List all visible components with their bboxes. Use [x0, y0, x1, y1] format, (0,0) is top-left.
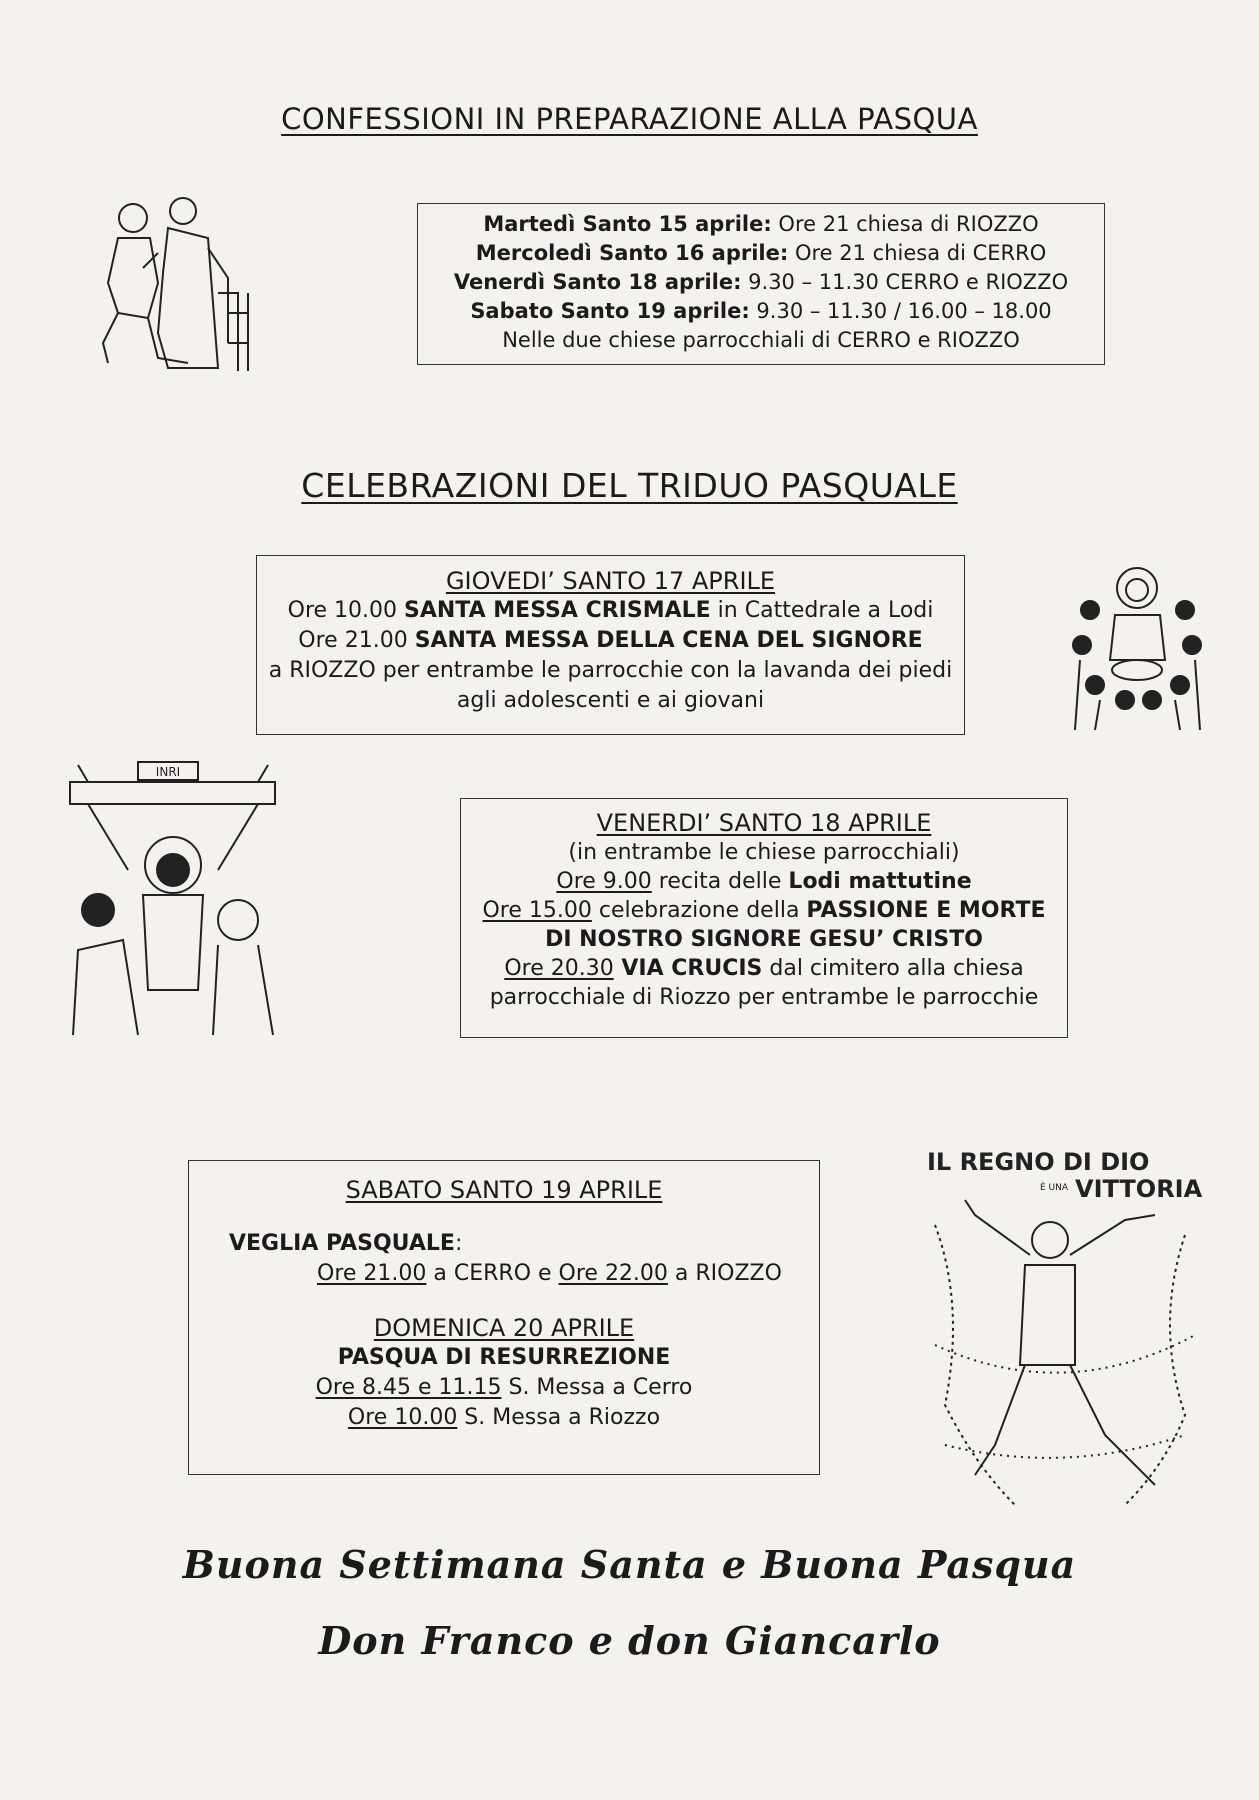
- place-text: a CERRO e: [426, 1261, 559, 1286]
- domenica-line-1: [189, 1373, 819, 1403]
- confession-heading: CONFESSIONI IN PREPARAZIONE ALLA PASQUA: [281, 102, 978, 136]
- priest-head: [170, 198, 196, 224]
- inri-text: INRI: [155, 765, 181, 779]
- domenica-subtitle: PASQUA DI RESURREZIONE: [337, 1345, 671, 1370]
- confession-line: [418, 239, 1104, 268]
- place-text: S. Messa a Riozzo: [457, 1405, 661, 1430]
- last-supper-illustration: [1070, 560, 1205, 730]
- christ-head: [1126, 579, 1148, 601]
- apostle-bodies: [1075, 660, 1200, 730]
- time-text: Ore 15.00: [482, 898, 592, 923]
- penitent-body: [108, 238, 158, 318]
- apostle-head: [1116, 691, 1134, 709]
- raised-arms: [965, 1200, 1155, 1255]
- spacer: [189, 1205, 819, 1229]
- veglia-text: VEGLIA PASQUALE: [229, 1231, 455, 1256]
- confession-time: Ore 21 chiesa di RIOZZO: [771, 212, 1039, 236]
- apostle-head: [1143, 691, 1161, 709]
- closing-signature: Don Franco e don Giancarlo: [318, 1618, 941, 1663]
- time-text: Ore 9.00: [556, 869, 652, 894]
- background-lines: [935, 1335, 1195, 1458]
- table: [1112, 660, 1162, 680]
- confession-line: [418, 268, 1104, 297]
- christ-torso: [143, 895, 203, 990]
- regno-small: È UNA: [1040, 1183, 1069, 1193]
- place-text: a RIOZZO: [667, 1261, 782, 1286]
- time-text: Ore 20.30: [504, 956, 614, 981]
- spacer: [189, 1289, 819, 1313]
- resurrection-illustration: [925, 1145, 1205, 1515]
- giovedi-line-4: agli adolescenti e ai giovani: [456, 688, 765, 713]
- crucifixion-illustration: [68, 760, 283, 1040]
- cross-beam: [70, 782, 275, 804]
- confession-note: Nelle due chiese parrocchiali di CERRO e RIOZZO: [502, 328, 1020, 352]
- veglia-colon: :: [454, 1231, 463, 1256]
- desc-text: recita delle: [651, 869, 789, 894]
- event-name: Lodi mattutine: [788, 869, 972, 894]
- confession-day: Venerdì Santo 18 aprile:: [453, 270, 742, 294]
- giovedi-line-3: a RIOZZO per entrambe le parrocchie con la lavanda dei piedi: [268, 658, 953, 683]
- chair: [218, 293, 248, 371]
- desc-text: celebrazione della: [591, 898, 807, 923]
- vittoria-text: VITTORIA: [1075, 1175, 1203, 1203]
- regno-text: IL REGNO DI DIO: [927, 1148, 1150, 1176]
- venerdi-line-4: [461, 954, 1067, 983]
- apostle-head: [1086, 676, 1104, 694]
- venerdi-title: VENERDI’ SANTO 18 APRILE: [596, 809, 932, 837]
- domenica-line-2: [189, 1403, 819, 1433]
- venerdi-line-5: parrocchiale di Riozzo per entrambe le parrocchie: [489, 985, 1039, 1010]
- confession-day: Martedì Santo 15 aprile:: [483, 212, 772, 236]
- time-text: Ore 10.00: [287, 598, 405, 623]
- confession-line: [418, 210, 1104, 239]
- event-name: PASSIONE E MORTE: [806, 898, 1046, 923]
- confession-time: Ore 21 chiesa di CERRO: [788, 241, 1047, 265]
- apostle-head: [1183, 636, 1201, 654]
- confession-line: [418, 297, 1104, 326]
- event-name: SANTA MESSA CRISMALE: [404, 598, 711, 623]
- event-name: SANTA MESSA DELLA CENA DEL SIGNORE: [414, 628, 923, 653]
- apostle-head: [1073, 636, 1091, 654]
- venerdi-subtitle: (in entrambe le chiese parrocchiali): [568, 840, 960, 865]
- sabato-title: SABATO SANTO 19 APRILE: [345, 1176, 663, 1204]
- disciple-head: [82, 894, 114, 926]
- risen-torso: [1020, 1265, 1075, 1365]
- apostle-head: [1171, 676, 1189, 694]
- venerdi-box: [460, 798, 1068, 1038]
- risen-christ-head: [1032, 1222, 1068, 1258]
- veglia-times: [189, 1259, 819, 1289]
- penitent-head: [119, 204, 147, 232]
- penitent-legs: [103, 313, 188, 363]
- risen-legs: [975, 1365, 1155, 1485]
- christ-head: [157, 854, 189, 886]
- time-text: Ore 21.00: [317, 1261, 427, 1286]
- giovedi-line-2: [257, 626, 964, 656]
- event-name: VIA CRUCIS: [613, 956, 763, 981]
- triduo-heading: CELEBRAZIONI DEL TRIDUO PASQUALE: [301, 466, 958, 505]
- giovedi-title: GIOVEDI’ SANTO 17 APRILE: [445, 567, 776, 595]
- venerdi-line-3: DI NOSTRO SIGNORE GESU’ CRISTO: [545, 927, 983, 952]
- sabato-box: [188, 1160, 820, 1475]
- time-text: Ore 22.00: [558, 1261, 668, 1286]
- soldier-body: [213, 945, 273, 1035]
- disciple-body: [73, 940, 138, 1035]
- closing-greeting: Buona Settimana Santa e Buona Pasqua: [182, 1542, 1077, 1587]
- christ-body: [1110, 615, 1165, 660]
- venerdi-line-1: [461, 867, 1067, 896]
- confession-time: 9.30 – 11.30 CERRO e RIOZZO: [741, 270, 1069, 294]
- apostle-head: [1176, 601, 1194, 619]
- confession-schedule-box: [417, 203, 1105, 365]
- confession-time: 9.30 – 11.30 / 16.00 – 18.00: [749, 299, 1052, 323]
- time-text: Ore 21.00: [298, 628, 415, 653]
- time-text: Ore 8.45 e 11.15: [315, 1375, 502, 1400]
- venerdi-line-2: [461, 896, 1067, 925]
- confession-day: Mercoledì Santo 16 aprile:: [475, 241, 789, 265]
- confession-day: Sabato Santo 19 aprile:: [470, 299, 750, 323]
- soldier-helmet: [218, 900, 258, 940]
- giovedi-line-1: [257, 596, 964, 626]
- apostle-head: [1081, 601, 1099, 619]
- confession-illustration: [88, 193, 258, 371]
- domenica-title: DOMENICA 20 APRILE: [373, 1314, 635, 1342]
- place-text: in Cattedrale a Lodi: [710, 598, 934, 623]
- desc-text: dal cimitero alla chiesa: [762, 956, 1024, 981]
- place-text: S. Messa a Cerro: [501, 1375, 693, 1400]
- veglia-label: [189, 1229, 819, 1259]
- giovedi-box: [256, 555, 965, 735]
- time-text: Ore 10.00: [347, 1405, 458, 1430]
